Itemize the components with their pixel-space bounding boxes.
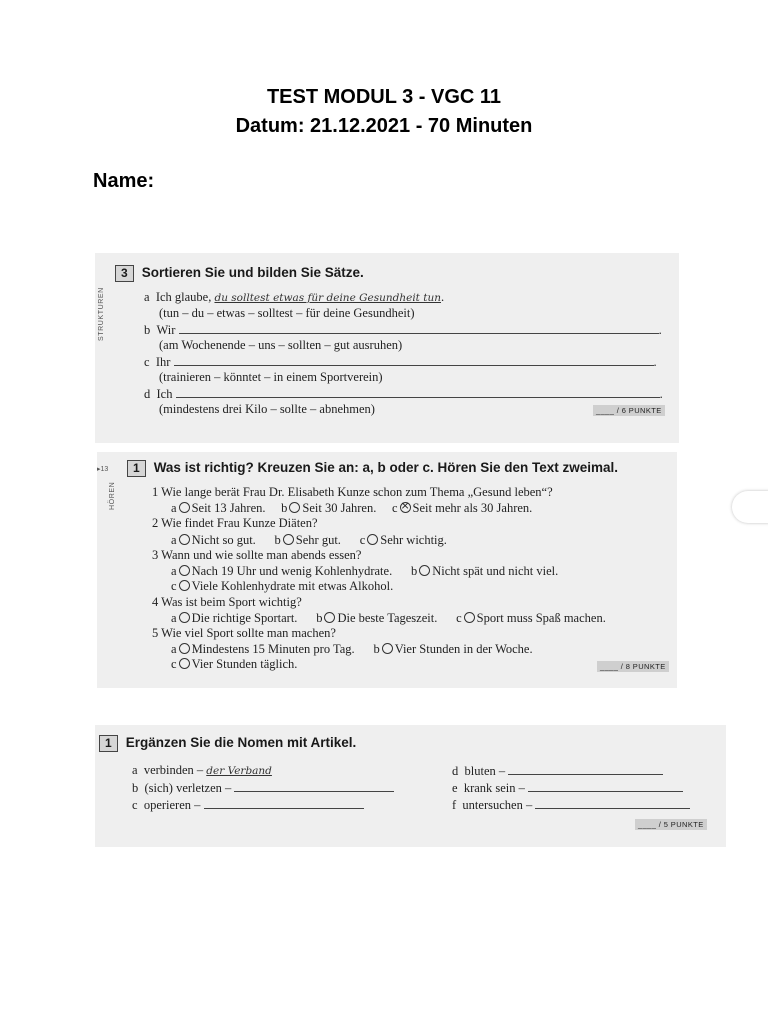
- handwritten-answer: du solltest etwas für deine Gesundheit tun: [214, 292, 441, 304]
- exercise-sort-sentences: [95, 253, 679, 443]
- item-d: d Ich .: [144, 387, 663, 401]
- question-3: 3 Wann und wie sollte man abends essen?: [152, 548, 362, 562]
- scroll-handle[interactable]: [732, 491, 768, 523]
- item-a: a Ich glaube, du solltest etwas für deine Gesundheit tun.: [144, 290, 445, 304]
- answer-blank[interactable]: [535, 797, 690, 809]
- name-label: Name:: [93, 170, 155, 192]
- answers-3: a Nach 19 Uhr und wenig Kohlenhydrate. b Nicht spät und nicht viel.: [171, 564, 559, 578]
- test-date: Datum: 21.12.2021 - 70 Minuten: [235, 115, 533, 137]
- answers-5c: c Vier Stunden täglich.: [171, 657, 298, 671]
- answer-blank[interactable]: [528, 780, 683, 792]
- question-5: 5 Wie viel Sport sollte man machen?: [152, 626, 336, 640]
- exercise-nouns-articles: [95, 725, 726, 847]
- item-b: b (sich) verletzen –: [132, 780, 394, 796]
- checkbox-5c[interactable]: [179, 658, 190, 669]
- answers-1: a Seit 13 Jahren. b Seit 30 Jahren. c× Seit mehr als 30 Jahren.: [171, 501, 532, 516]
- exercise-title: 1 Ergänzen Sie die Nomen mit Artikel.: [99, 735, 356, 752]
- item-e: e krank sein –: [452, 780, 683, 796]
- exercise-title: 3 Sortieren Sie und bilden Sie Sätze.: [115, 265, 364, 282]
- checkbox-2a[interactable]: [179, 534, 190, 545]
- answers-4: a Die richtige Sportart. b Die beste Tageszeit. c Sport muss Spaß machen.: [171, 611, 606, 625]
- checkbox-2c[interactable]: [367, 534, 378, 545]
- question-4: 4 Was ist beim Sport wichtig?: [152, 595, 302, 609]
- side-label-hoeren: HÖREN: [109, 481, 116, 510]
- answer-blank[interactable]: [179, 322, 659, 334]
- checkbox-4c[interactable]: [464, 612, 475, 623]
- item-b: b Wir .: [144, 323, 662, 337]
- checkbox-3a[interactable]: [179, 565, 190, 576]
- item-c: c Ihr .: [144, 355, 657, 369]
- points-badge: ____ / 6 PUNKTE: [593, 405, 665, 416]
- checkbox-5b[interactable]: [382, 643, 393, 654]
- test-title: TEST MODUL 3 - VGC 11: [266, 86, 502, 108]
- checkbox-1c-checked[interactable]: [400, 502, 411, 513]
- answer-blank[interactable]: [176, 386, 660, 398]
- exercise-number: 1: [99, 735, 118, 752]
- question-2: 2 Wie findet Frau Kunze Diäten?: [152, 516, 318, 530]
- item-b-hint: (am Wochenende – uns – sollten – gut ausruhen): [159, 338, 403, 352]
- exercise-number: 1: [127, 460, 146, 477]
- checkbox-4b[interactable]: [324, 612, 335, 623]
- item-c-hint: (trainieren – könntet – in einem Sportverein): [159, 370, 383, 384]
- checkbox-3c[interactable]: [179, 580, 190, 591]
- question-1: 1 Wie lange berät Frau Dr. Elisabeth Kunze schon zum Thema „Gesund leben“?: [152, 485, 553, 499]
- answers-5: a Mindestens 15 Minuten pro Tag. b Vier Stunden in der Woche.: [171, 642, 533, 656]
- answer-blank[interactable]: [204, 797, 364, 809]
- exercise-number: 3: [115, 265, 134, 282]
- checkbox-1b[interactable]: [289, 502, 300, 513]
- answer-blank[interactable]: [234, 780, 394, 792]
- checkbox-5a[interactable]: [179, 643, 190, 654]
- checkbox-3b[interactable]: [419, 565, 430, 576]
- item-d-hint: (mindestens drei Kilo – sollte – abnehmen): [159, 402, 375, 416]
- handwritten-answer: der Verband: [206, 765, 272, 777]
- answer-blank[interactable]: [174, 354, 654, 366]
- answer-blank[interactable]: [508, 763, 663, 775]
- answers-3c: c Viele Kohlenhydrate mit etwas Alkohol.: [171, 579, 394, 593]
- checkbox-2b[interactable]: [283, 534, 294, 545]
- side-label-strukturen: STRUKTUREN: [98, 287, 105, 341]
- item-c: c operieren –: [132, 797, 364, 813]
- answers-2: a Nicht so gut. b Sehr gut. c Sehr wichtig.: [171, 533, 447, 547]
- checkbox-1a[interactable]: [179, 502, 190, 513]
- audio-track-number: ▸13: [97, 466, 109, 473]
- item-f: f untersuchen –: [452, 797, 690, 813]
- checkbox-4a[interactable]: [179, 612, 190, 623]
- item-a: a verbinden – der Verband: [132, 763, 272, 777]
- exercise-title: 1 Was ist richtig? Kreuzen Sie an: a, b oder c. Hören Sie den Text zweimal.: [127, 460, 618, 477]
- points-badge: ____ / 5 PUNKTE: [635, 819, 707, 830]
- points-badge: ____ / 8 PUNKTE: [597, 661, 669, 672]
- item-d: d bluten –: [452, 763, 663, 779]
- item-a-hint: (tun – du – etwas – solltest – für deine Gesundheit): [159, 306, 415, 320]
- exercise-listening: [97, 452, 677, 688]
